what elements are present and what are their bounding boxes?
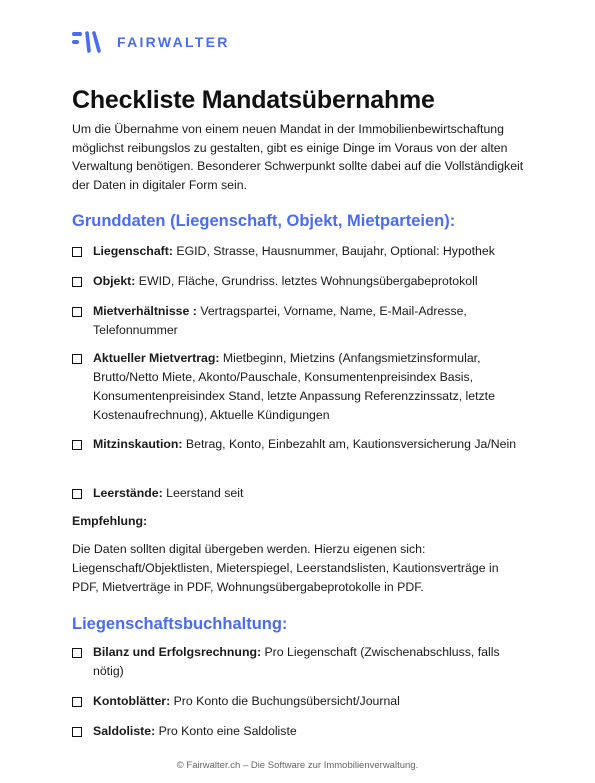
item-text: Vertragspartei, Vorname, Name, E-Mail-Adresse, Telefonnummer xyxy=(93,304,467,337)
item-label: Bilanz und Erfolgsrechnung: xyxy=(93,645,262,659)
checklist-item-mietverhaeltnisse xyxy=(72,302,527,340)
checkbox[interactable] xyxy=(72,489,82,499)
checklist-item-kontoblaetter xyxy=(72,692,527,711)
brand-name: FAIRWALTER xyxy=(117,34,230,50)
item-text: Betrag, Konto, Einbezahlt am, Kautionsversicherung Ja/Nein xyxy=(185,437,517,451)
page-footer: © Fairwalter.ch – Die Software zur Immobilienverwaltung. xyxy=(176,760,419,771)
intro-paragraph: Um die Übernahme von einem neuen Mandat in der Immobilienbewirtschaftung möglichst reibungslos zu gestalten, gibt es einige Dinge im Voraus von der alten Verwaltung benötigen. Besonderer Schwerpunkt sollte dabei auf die Vollständigkeit der Daten in digitaler Form sein. xyxy=(72,122,524,192)
item-label: Leerstände: xyxy=(93,486,163,500)
checkbox[interactable] xyxy=(72,247,82,257)
checklist-item-liegenschaft xyxy=(72,242,527,261)
item-text: EGID, Strasse, Hausnummer, Baujahr, Optional: Hypothek xyxy=(176,244,495,258)
checkbox[interactable] xyxy=(72,648,82,658)
item-text: Pro Konto die Buchungsübersicht/Journal xyxy=(173,694,400,708)
item-label: Mitzinskaution: xyxy=(93,437,183,451)
checkbox[interactable] xyxy=(72,307,82,317)
checklist-item-bilanz xyxy=(72,643,527,681)
item-label: Saldoliste: xyxy=(93,724,156,738)
item-text: EWID, Fläche, Grundriss. letztes Wohnungsübergabeprotokoll xyxy=(138,274,478,288)
fairwalter-logo-icon xyxy=(72,30,108,54)
item-text: Pro Konto eine Saldoliste xyxy=(158,724,297,738)
item-text: Mietbeginn, Mietzins (Anfangsmietzinsformular, Brutto/Netto Miete, Akonto/Pauschale, Konsumentenpreisindex Basis, Konsumentenpreisindex Stand, letzte Anpassung Referenzzinssatz, letzte Kostenaufrechnung), Aktuelle Kündigungen xyxy=(93,351,495,422)
fairwalter-logo xyxy=(72,30,230,54)
item-label: Kontoblätter: xyxy=(93,694,171,708)
checklist-item-saldoliste xyxy=(72,722,527,741)
checklist-item-leerstaende xyxy=(72,484,527,503)
item-label: Aktueller Mietvertrag: xyxy=(93,351,220,365)
checklist-item-objekt xyxy=(72,272,527,291)
recommendation-title: Empfehlung: xyxy=(72,514,148,528)
item-label: Liegenschaft: xyxy=(93,244,173,258)
section-title-grunddaten: Grunddaten (Liegenschaft, Objekt, Mietparteien): xyxy=(72,212,456,230)
document-title: Checkliste Mandatsübernahme xyxy=(72,86,435,114)
checkbox[interactable] xyxy=(72,277,82,287)
checklist-item-mietvertrag xyxy=(72,349,527,425)
checkbox[interactable] xyxy=(72,727,82,737)
section-title-buchhaltung: Liegenschaftsbuchhaltung: xyxy=(72,615,288,633)
checkbox[interactable] xyxy=(72,697,82,707)
item-text: Pro Liegenschaft (Zwischenabschluss, falls nötig) xyxy=(93,645,500,678)
checklist-item-mitzinskaution xyxy=(72,435,527,454)
item-label: Mietverhältnisse : xyxy=(93,304,197,318)
checkbox[interactable] xyxy=(72,440,82,450)
checkbox[interactable] xyxy=(72,354,82,364)
item-label: Objekt: xyxy=(93,274,136,288)
recommendation-text: Die Daten sollten digital übergeben werden. Hierzu eigenen sich: Liegenschaft/Objektlisten, Mieterspiegel, Leerstandslisten, Kautionsverträge in PDF, Mietverträge in PDF, Wohnungsübergabeprotokolle in PDF. xyxy=(72,542,499,594)
item-text: Leerstand seit xyxy=(166,486,244,500)
